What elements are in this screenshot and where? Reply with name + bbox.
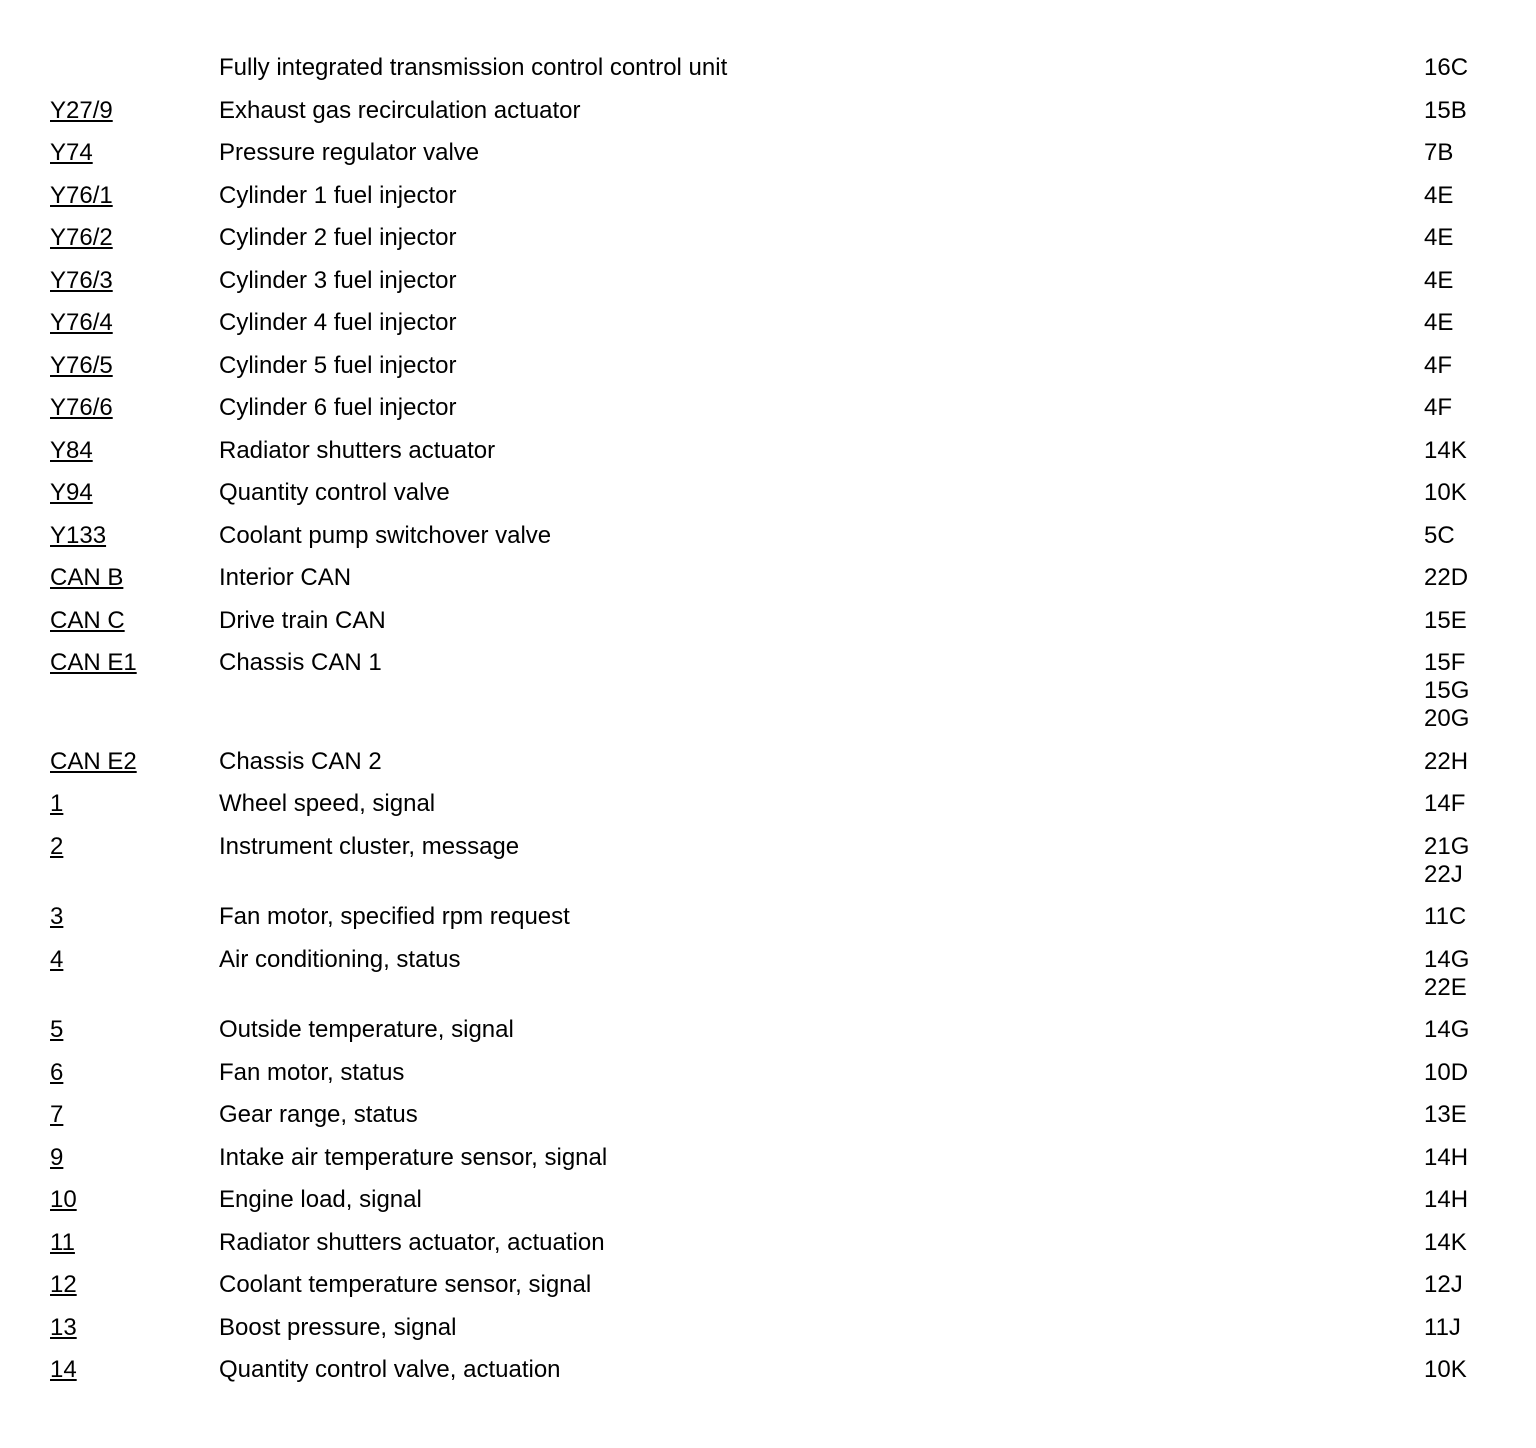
component-description: Radiator shutters actuator — [219, 436, 496, 464]
grid-reference-list — [1424, 352, 1452, 380]
grid-reference-list — [1424, 564, 1468, 592]
legend-row — [0, 1356, 1536, 1399]
legend-row — [0, 607, 1536, 650]
grid-reference: 22H — [1424, 747, 1469, 775]
legend-row — [0, 1059, 1536, 1102]
grid-reference: 4E — [1424, 181, 1454, 209]
component-description: Fan motor, status — [219, 1058, 405, 1086]
component-code-link[interactable]: 12 — [50, 1271, 77, 1298]
grid-reference-list — [1424, 649, 1469, 733]
component-description: Engine load, signal — [219, 1186, 422, 1213]
component-code-link[interactable]: CAN C — [50, 606, 125, 634]
component-description: Fan motor, specified rpm request — [219, 903, 570, 930]
grid-reference: 4E — [1424, 224, 1454, 251]
grid-reference: 12J — [1424, 1271, 1463, 1298]
grid-reference: 11C — [1424, 903, 1467, 930]
grid-reference: 13E — [1424, 1101, 1467, 1128]
component-description: Radiator shutters actuator, actuation — [219, 1228, 605, 1256]
grid-reference: 4F — [1424, 351, 1453, 379]
grid-reference-list — [1424, 607, 1467, 635]
component-code-link[interactable]: Y84 — [50, 436, 93, 464]
component-code-link[interactable]: 2 — [50, 832, 64, 860]
component-description: Cylinder 6 fuel injector — [219, 394, 457, 421]
component-code-link[interactable]: Y76/1 — [50, 181, 113, 209]
component-description: Wheel speed, signal — [219, 790, 436, 817]
legend-row — [0, 946, 1536, 1017]
grid-reference-list — [1424, 833, 1469, 889]
grid-reference-list — [1424, 224, 1453, 252]
component-code-link[interactable]: 13 — [50, 1313, 77, 1341]
grid-reference: 22E — [1424, 973, 1467, 1001]
grid-reference: 14H — [1424, 1143, 1469, 1171]
legend-table — [0, 54, 1536, 1399]
component-description: Fully integrated transmission control control unit — [219, 54, 728, 81]
grid-reference-list — [1424, 790, 1465, 818]
legend-row — [0, 224, 1536, 267]
component-code-link[interactable]: 7 — [50, 1101, 64, 1128]
legend-row — [0, 479, 1536, 522]
grid-reference: 4F — [1424, 394, 1453, 421]
component-description: Drive train CAN — [219, 606, 386, 634]
grid-reference: 14K — [1424, 1228, 1467, 1256]
grid-reference-list — [1424, 267, 1453, 295]
grid-reference-list — [1424, 1229, 1467, 1257]
grid-reference-list — [1424, 1314, 1461, 1342]
grid-reference-list — [1424, 437, 1467, 465]
component-code-link[interactable]: Y76/3 — [50, 266, 113, 294]
grid-reference: 21G — [1424, 832, 1470, 860]
legend-row — [0, 54, 1536, 97]
component-code-link[interactable]: Y76/5 — [50, 351, 113, 379]
grid-reference-list — [1424, 97, 1467, 125]
grid-reference: 15B — [1424, 96, 1467, 124]
component-code-link[interactable]: Y76/4 — [50, 309, 113, 336]
legend-row — [0, 182, 1536, 225]
grid-reference: 10D — [1424, 1058, 1469, 1086]
component-code-link[interactable]: Y133 — [50, 521, 107, 549]
legend-row — [0, 1016, 1536, 1059]
legend-row — [0, 309, 1536, 352]
component-description: Cylinder 5 fuel injector — [219, 351, 457, 379]
grid-reference: 5C — [1424, 521, 1455, 549]
legend-row — [0, 1186, 1536, 1229]
component-description: Gear range, status — [219, 1101, 418, 1128]
legend-row — [0, 522, 1536, 565]
component-description: Quantity control valve — [219, 479, 450, 506]
component-description: Boost pressure, signal — [219, 1313, 457, 1341]
grid-reference: 4E — [1424, 309, 1454, 336]
grid-reference-list — [1424, 479, 1467, 507]
legend-row — [0, 1314, 1536, 1357]
legend-row — [0, 267, 1536, 310]
component-description: Pressure regulator valve — [219, 139, 480, 166]
component-code-link[interactable]: Y27/9 — [50, 96, 113, 124]
component-description: Quantity control valve, actuation — [219, 1356, 561, 1383]
legend-row — [0, 97, 1536, 140]
component-code-link[interactable]: Y94 — [50, 479, 93, 506]
grid-reference: 14G — [1424, 1016, 1470, 1043]
component-description: Instrument cluster, message — [219, 832, 520, 860]
component-description: Interior CAN — [219, 564, 352, 591]
grid-reference: 22D — [1424, 564, 1469, 591]
component-code-link[interactable]: CAN E2 — [50, 747, 137, 775]
component-code-link[interactable]: CAN B — [50, 564, 124, 591]
component-description: Coolant temperature sensor, signal — [219, 1271, 592, 1298]
component-description: Air conditioning, status — [219, 945, 461, 973]
component-code-link[interactable]: 14 — [50, 1356, 77, 1383]
grid-reference-list — [1424, 1186, 1468, 1214]
grid-reference-list — [1424, 903, 1466, 931]
grid-reference: 14K — [1424, 436, 1467, 464]
component-description: Intake air temperature sensor, signal — [219, 1143, 608, 1171]
grid-reference-list — [1424, 1356, 1467, 1384]
component-description: Chassis CAN 1 — [219, 649, 382, 676]
legend-row — [0, 1271, 1536, 1314]
grid-reference-list — [1424, 182, 1453, 210]
grid-reference: 14G — [1424, 945, 1470, 973]
legend-row — [0, 394, 1536, 437]
legend-row — [0, 437, 1536, 480]
component-code-link[interactable]: 5 — [50, 1016, 64, 1043]
grid-reference: 15E — [1424, 606, 1467, 634]
grid-reference: 15G — [1424, 677, 1470, 704]
grid-reference: 22J — [1424, 860, 1463, 888]
component-description: Chassis CAN 2 — [219, 747, 382, 775]
component-code-link[interactable]: 11 — [50, 1228, 75, 1256]
grid-reference: 20G — [1424, 705, 1470, 732]
grid-reference: 10K — [1424, 1356, 1467, 1383]
component-code-link[interactable]: Y76/6 — [50, 394, 113, 421]
component-code-link[interactable]: Y76/2 — [50, 224, 113, 251]
component-description: Exhaust gas recirculation actuator — [219, 96, 581, 124]
component-description: Outside temperature, signal — [219, 1016, 514, 1043]
grid-reference-list — [1424, 522, 1455, 550]
grid-reference-list — [1424, 1144, 1468, 1172]
component-description: Cylinder 1 fuel injector — [219, 181, 457, 209]
legend-row — [0, 1229, 1536, 1272]
grid-reference: 14H — [1424, 1186, 1469, 1213]
legend-row — [0, 833, 1536, 904]
component-description: Cylinder 4 fuel injector — [219, 309, 457, 336]
component-code-link[interactable]: CAN E1 — [50, 649, 137, 676]
component-description: Cylinder 3 fuel injector — [219, 266, 457, 294]
legend-row — [0, 790, 1536, 833]
component-code-link[interactable]: 9 — [50, 1143, 64, 1171]
grid-reference-list — [1424, 1016, 1469, 1044]
legend-row — [0, 1144, 1536, 1187]
grid-reference-list — [1424, 748, 1468, 776]
grid-reference-list — [1424, 139, 1453, 167]
component-code-link[interactable]: 4 — [50, 945, 64, 973]
grid-reference-list — [1424, 309, 1453, 337]
legend-row — [0, 649, 1536, 748]
legend-row — [0, 748, 1536, 791]
grid-reference-list — [1424, 394, 1452, 422]
grid-reference: 11J — [1424, 1313, 1461, 1341]
component-description: Coolant pump switchover valve — [219, 521, 552, 549]
grid-reference: 4E — [1424, 266, 1454, 294]
component-code-link[interactable]: 3 — [50, 903, 64, 930]
legend-row — [0, 139, 1536, 182]
component-code-link[interactable]: 10 — [50, 1186, 77, 1213]
legend-row — [0, 1101, 1536, 1144]
component-code-link[interactable]: Y74 — [50, 139, 93, 166]
grid-reference: 16C — [1424, 54, 1469, 81]
grid-reference: 14F — [1424, 790, 1466, 817]
grid-reference: 10K — [1424, 479, 1467, 506]
grid-reference-list — [1424, 1101, 1467, 1129]
grid-reference: 15F — [1424, 649, 1466, 676]
component-code-link[interactable]: 6 — [50, 1058, 64, 1086]
legend-row — [0, 903, 1536, 946]
legend-row — [0, 352, 1536, 395]
component-code-link[interactable]: 1 — [50, 790, 64, 817]
grid-reference-list — [1424, 1059, 1468, 1087]
component-description: Cylinder 2 fuel injector — [219, 224, 457, 251]
grid-reference-list — [1424, 54, 1468, 82]
grid-reference-list — [1424, 1271, 1463, 1299]
grid-reference-list — [1424, 946, 1469, 1002]
legend-row — [0, 564, 1536, 607]
grid-reference: 7B — [1424, 139, 1454, 166]
